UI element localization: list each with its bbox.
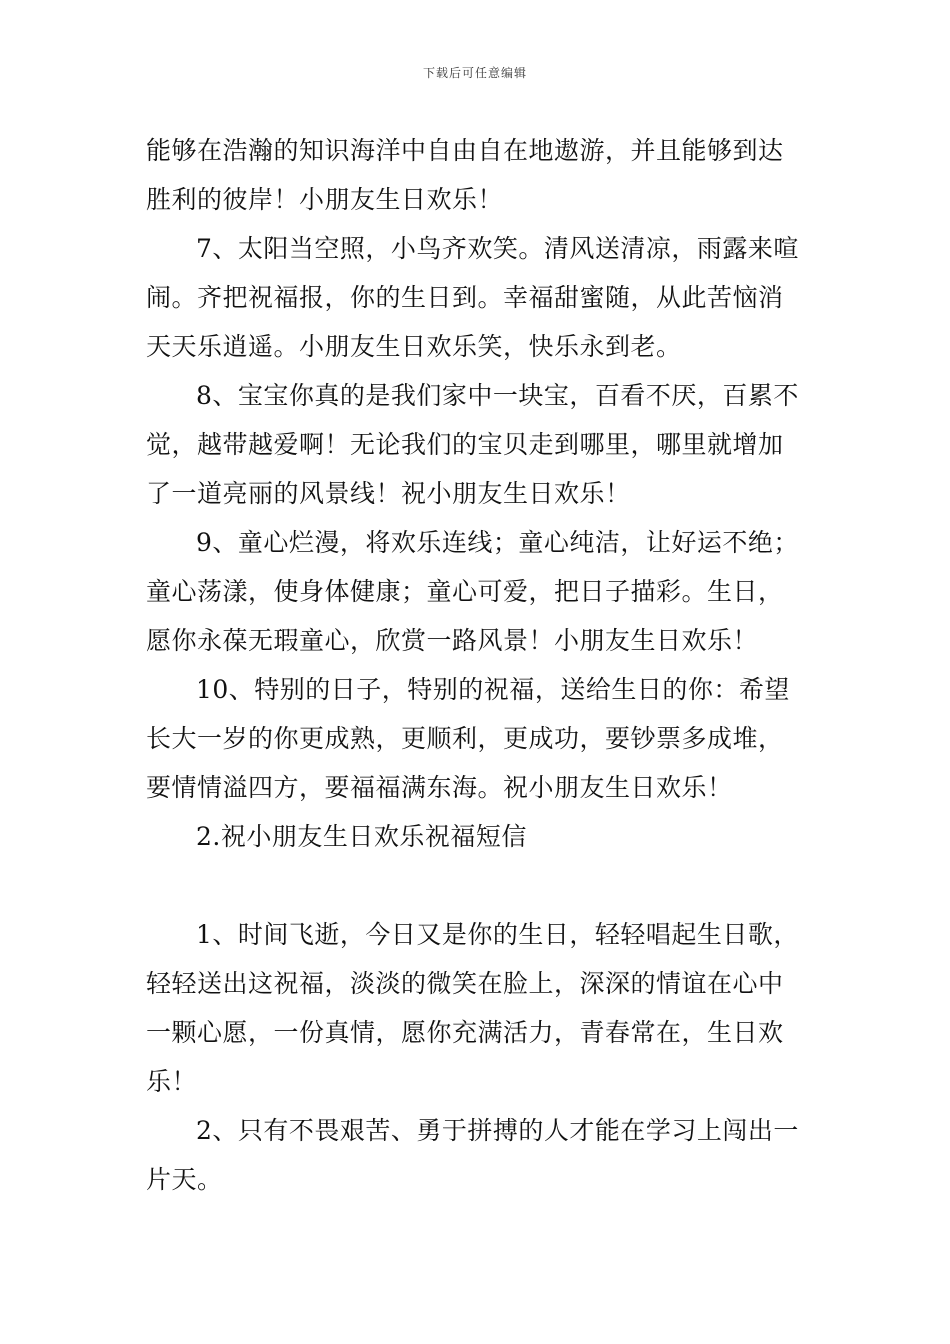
text-line: 一颗心愿，一份真情，愿你充满活力，青春常在，生日欢 <box>146 1018 784 1047</box>
text-line: 胜利的彼岸！小朋友生日欢乐！ <box>146 185 504 214</box>
text-line: 长大一岁的你更成熟，更顺利，更成功，要钞票多成堆， <box>146 724 784 753</box>
text-line: 天天乐逍遥。小朋友生日欢乐笑，快乐永到老。 <box>146 332 682 361</box>
section-heading: 2.祝小朋友生日欢乐祝福短信 <box>196 822 527 851</box>
page-header: 下载后可任意编辑 <box>422 66 527 80</box>
blank-gap <box>146 861 810 910</box>
text-line: 觉，越带越爱啊！无论我们的宝贝走到哪里，哪里就增加 <box>146 430 784 459</box>
paragraph-8-line: 8、宝宝你真的是我们家中一块宝，百看不厌，百累不 <box>196 381 799 410</box>
text-line: 闹。齐把祝福报，你的生日到。幸福甜蜜随，从此苦恼消 <box>146 283 784 312</box>
text-line: 轻轻送出这祝福，淡淡的微笑在脸上，深深的情谊在心中 <box>146 969 784 998</box>
text-line: 愿你永葆无瑕童心，欣赏一路风景！小朋友生日欢乐！ <box>146 626 759 655</box>
text-line: 童心荡漾，使身体健康；童心可爱，把日子描彩。生日， <box>146 577 784 606</box>
paragraph-2-line: 2、只有不畏艰苦、勇于拼搏的人才能在学习上闯出一 <box>196 1116 799 1145</box>
paragraph-9-line: 9、童心烂漫，将欢乐连线；童心纯洁，让好运不绝； <box>196 528 799 557</box>
text-line: 能够在浩瀚的知识海洋中自由自在地遨游，并且能够到达 <box>146 136 784 165</box>
text-line: 片天。 <box>146 1165 223 1194</box>
paragraph-10-line: 10、特别的日子，特别的祝福，送给生日的你：希望 <box>196 675 790 704</box>
document-body <box>146 126 810 1204</box>
paragraph-7-line: 7、太阳当空照，小鸟齐欢笑。清风送清凉，雨露来喧 <box>196 234 799 263</box>
text-line: 乐！ <box>146 1067 198 1096</box>
text-line: 了一道亮丽的风景线！祝小朋友生日欢乐！ <box>146 479 631 508</box>
paragraph-1-line: 1、时间飞逝，今日又是你的生日，轻轻唱起生日歌， <box>196 920 799 949</box>
text-line: 要情情溢四方，要福福满东海。祝小朋友生日欢乐！ <box>146 773 733 802</box>
